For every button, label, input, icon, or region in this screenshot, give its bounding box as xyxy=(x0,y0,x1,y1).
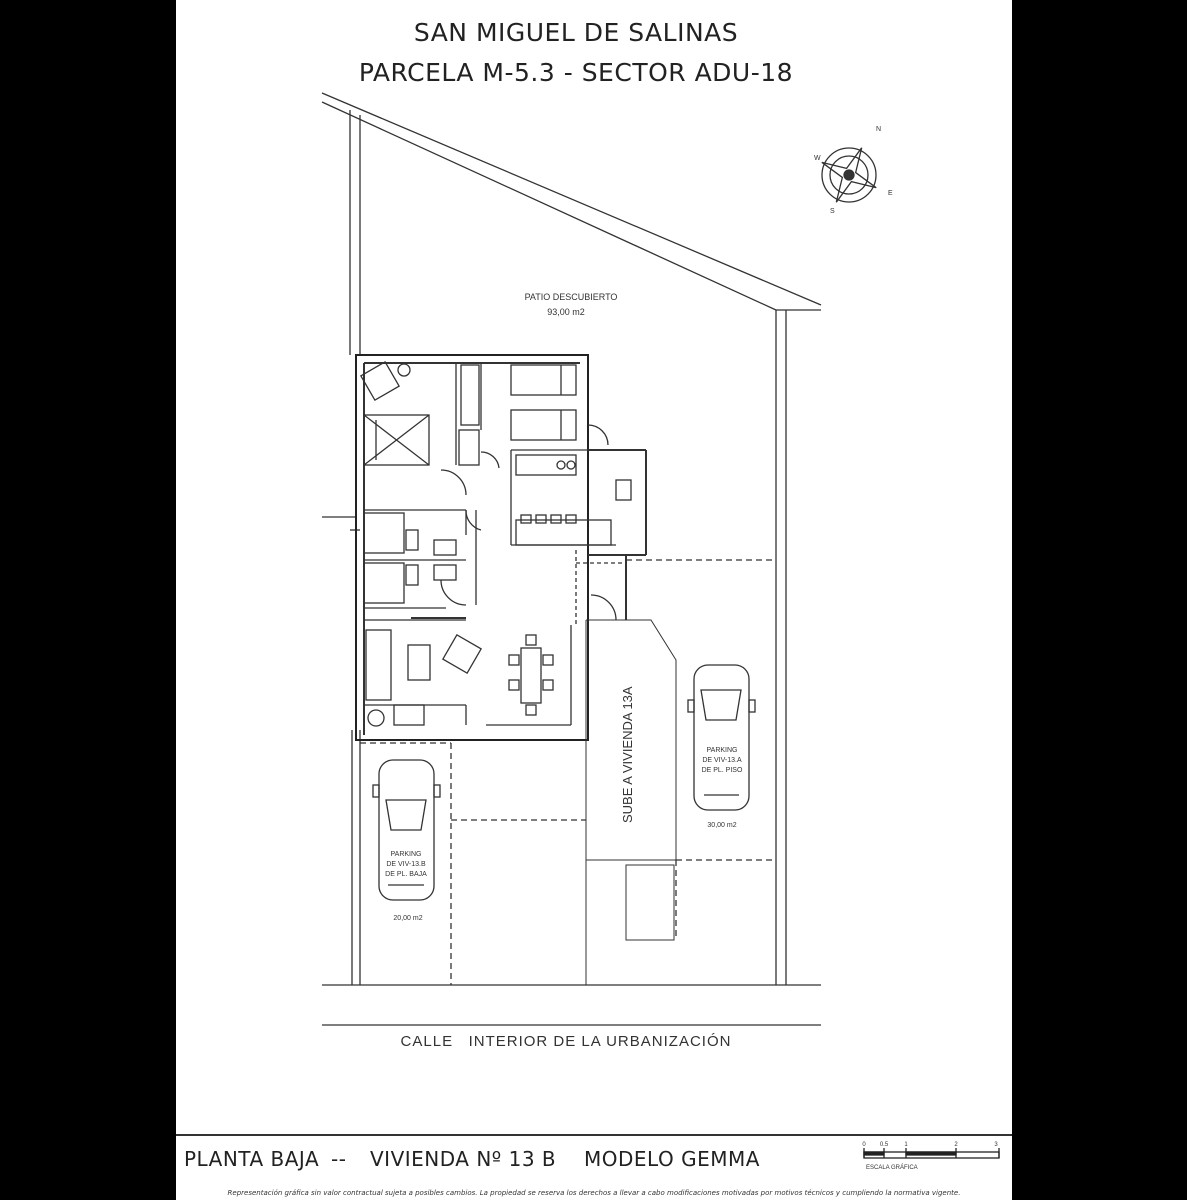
patio-label: PATIO DESCUBIERTO xyxy=(524,292,618,302)
parking-right-line3: DE PL. PISO xyxy=(701,767,743,774)
parking-right-line2: DE VIV-13.A xyxy=(702,757,742,764)
graphic-scale xyxy=(864,1148,999,1158)
patio-area: 93,00 m2 xyxy=(547,307,585,317)
footer-rule xyxy=(176,1134,1012,1136)
car-right xyxy=(688,665,755,810)
car-left xyxy=(373,760,440,900)
footer-separator: -- xyxy=(331,1147,347,1171)
project-title: SAN MIGUEL DE SALINAS xyxy=(413,18,739,47)
parking-left-line2: DE VIV-13.B xyxy=(386,861,426,868)
parking-right-area: 30,00 m2 xyxy=(707,822,737,829)
compass-east: E xyxy=(888,190,893,197)
disclaimer-text: Representación gráfica sin valor contractual sujeta a posibles cambios. La propiedad se reserva los derechos a llevar a cabo modificaciones motivadas por motivos técnicos y cumpliendo la normativa vigente. xyxy=(227,1189,961,1197)
floor-label: PLANTA BAJA xyxy=(184,1147,320,1171)
parking-right-line1: PARKING xyxy=(706,747,738,754)
living-furniture xyxy=(366,618,553,726)
compass-north: N xyxy=(876,126,882,133)
stairs-label: SUBE A VIVIENDA 13A xyxy=(620,686,635,823)
parking-left-area: 20,00 m2 xyxy=(393,915,423,922)
model-label: MODELO GEMMA xyxy=(584,1147,760,1171)
interior-walls xyxy=(364,363,626,725)
parking-left-line1: PARKING xyxy=(390,851,422,858)
unit-label: VIVIENDA Nº 13 B xyxy=(370,1147,557,1171)
plan-sheet xyxy=(176,0,1012,1200)
parcel-title: PARCELA M-5.3 - SECTOR ADU-18 xyxy=(358,58,794,87)
scale-tick-1: 0.5 xyxy=(879,1142,889,1148)
compass-south: S xyxy=(830,208,835,215)
scale-label: ESCALA GRÁFICA xyxy=(866,1165,918,1171)
kitchen-furniture xyxy=(516,455,631,545)
compass-west: W xyxy=(814,155,821,162)
scale-tick-3: 2 xyxy=(954,1142,958,1148)
scale-tick-2: 1 xyxy=(904,1142,908,1148)
house-walls xyxy=(356,355,646,740)
scale-tick-4: 3 xyxy=(994,1142,998,1148)
parking-left-line3: DE PL. BAJA xyxy=(385,871,427,878)
scale-tick-0: 0 xyxy=(862,1142,866,1148)
street-label: CALLE INTERIOR DE LA URBANIZACIÓN xyxy=(400,1033,732,1050)
compass-rose xyxy=(809,135,889,215)
floor-plan-drawing xyxy=(176,0,1012,1200)
